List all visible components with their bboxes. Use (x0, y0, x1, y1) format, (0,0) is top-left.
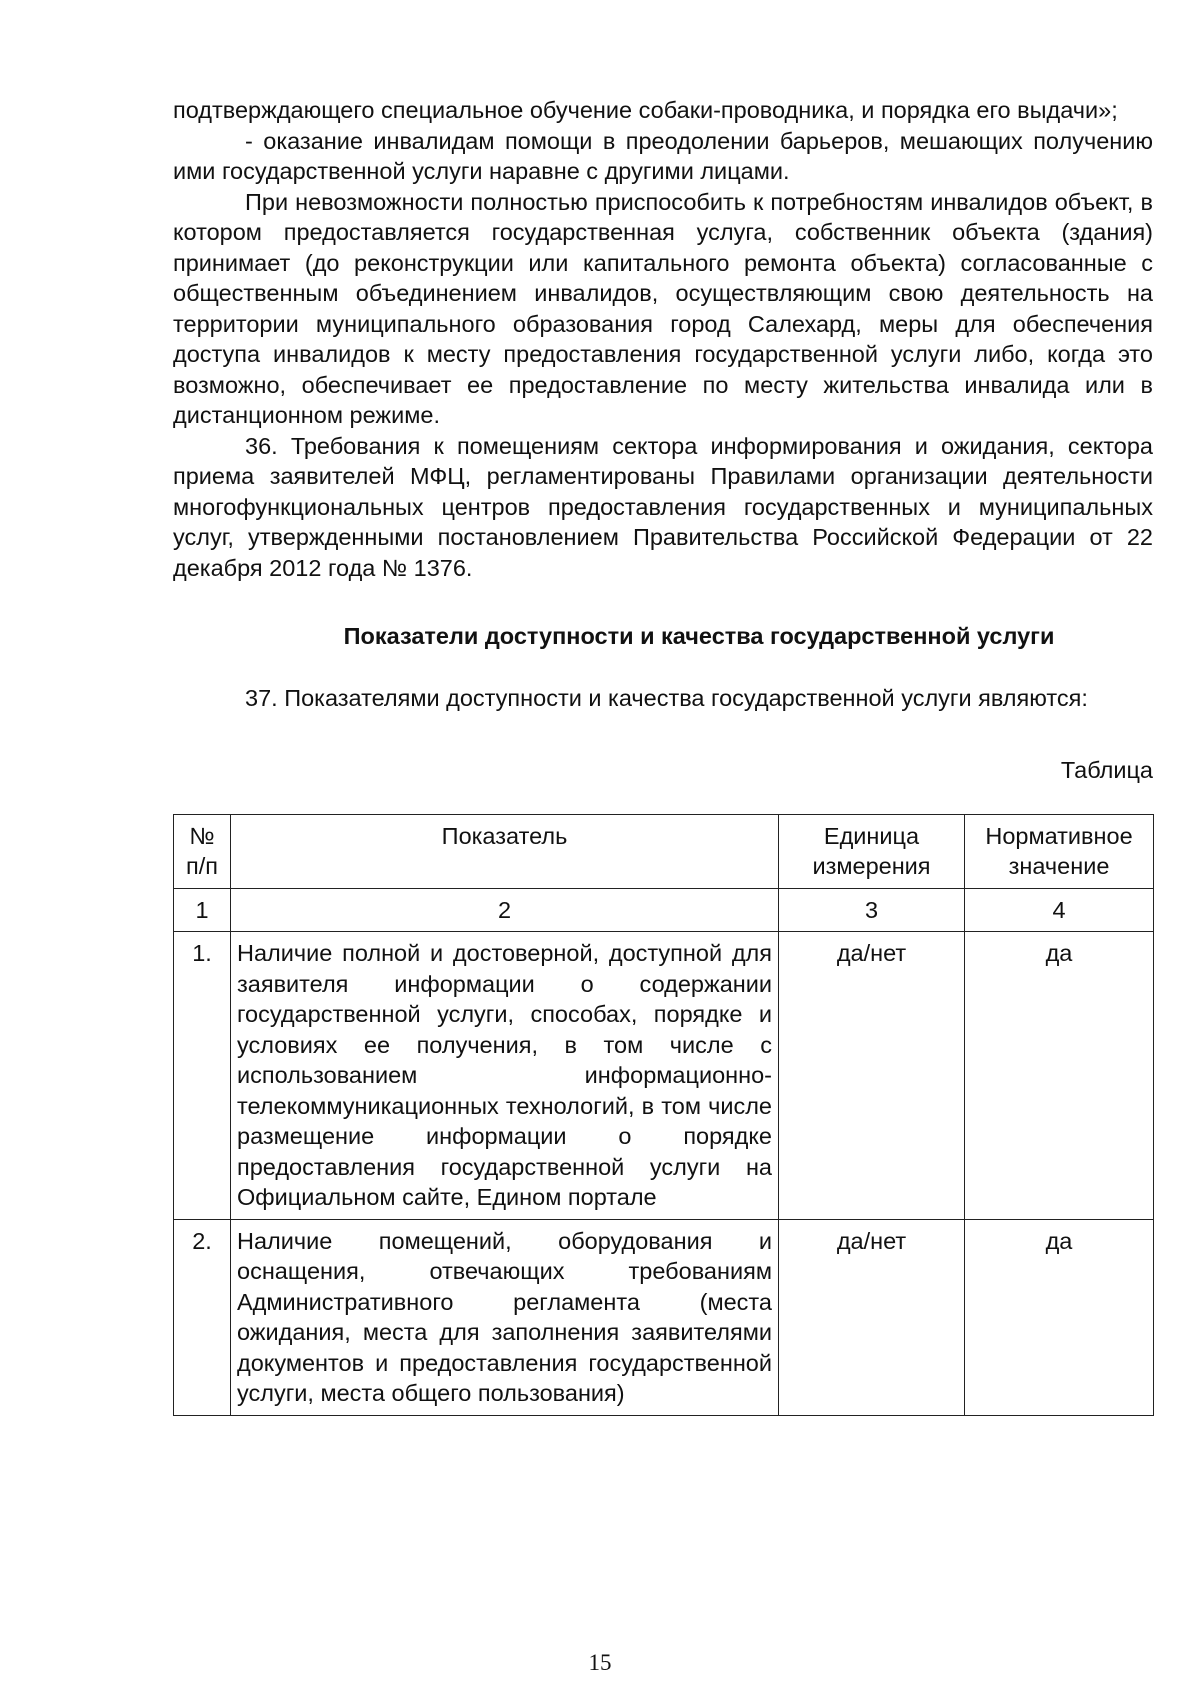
paragraph-36: 36. Требования к помещениям сектора информирования и ожидания, сектора приема заявителей МФЦ, регламентированы Правилами организации деятельности многофункциональных центров предоставления государственных и муниципальных услуг, утвержденными постановлением Правительства Российской Федерации от 22 декабря 2012 года № 1376. (173, 432, 1153, 581)
table-header-row (174, 814, 1154, 888)
document-page (173, 95, 1153, 1416)
table-row (174, 932, 1154, 1220)
row-indicator: Наличие помещений, оборудования и оснащения, отвечающих требованиям Административного регламента (места ожидания, места для заполнения заявителями документов и предоставления государственной услуги, места общего пользования) (231, 1219, 779, 1415)
row-number: 2. (174, 1219, 231, 1415)
row-number: 1. (174, 932, 231, 1220)
header-unit: Единица измерения (779, 814, 965, 888)
row-norm: да (965, 932, 1154, 1220)
row-indicator: Наличие полной и достоверной, доступной для заявителя информации о содержании государственной услуги, способах, порядке и условиях ее получения, в том числе с использованием информационно-телекоммуникационных технологий, в том числе размещение информации о порядке предоставления государственной услуги на Официальном сайте, Едином портале (231, 932, 779, 1220)
header-indicator: Показатель (231, 814, 779, 888)
section-heading: Показатели доступности и качества государственной услуги (343, 623, 1055, 649)
table-row (174, 1219, 1154, 1415)
paragraph-37: 37. Показателями доступности и качества государственной услуги являются: (245, 684, 1088, 711)
row-unit: да/нет (779, 932, 965, 1220)
col-number-3: 3 (779, 888, 965, 932)
row-unit: да/нет (779, 1219, 965, 1415)
paragraph-2: - оказание инвалидам помощи в преодолении барьеров, мешающих получению ими государственной услуги наравне с другими лицами. (173, 127, 1153, 184)
header-number: № п/п (174, 814, 231, 888)
table-column-number-row (174, 888, 1154, 932)
col-number-4: 4 (965, 888, 1154, 932)
paragraph-1: подтверждающего специальное обучение собаки-проводника, и порядка его выдачи»; (173, 97, 1118, 123)
header-norm: Нормативное значение (965, 814, 1154, 888)
table-caption: Таблица (1060, 757, 1153, 783)
col-number-1: 1 (174, 888, 231, 932)
paragraph-3: При невозможности полностью приспособить к потребностям инвалидов объект, в котором предоставляется государственная услуга, собственник объекта (здания) принимает (до реконструкции или капитального ремонта объекта) согласованные с общественным объединением инвалидов, осуществляющим свою деятельность на территории муниципального образования город Салехард, меры для обеспечения доступа инвалидов к месту предоставления государственной услуги либо, когда это возможно, обеспечивает ее предоставление по месту жительства инвалида или в дистанционном режиме. (173, 188, 1153, 428)
indicators-table (173, 814, 1154, 1416)
row-norm: да (965, 1219, 1154, 1415)
page-number: 15 (588, 1650, 612, 1675)
col-number-2: 2 (231, 888, 779, 932)
